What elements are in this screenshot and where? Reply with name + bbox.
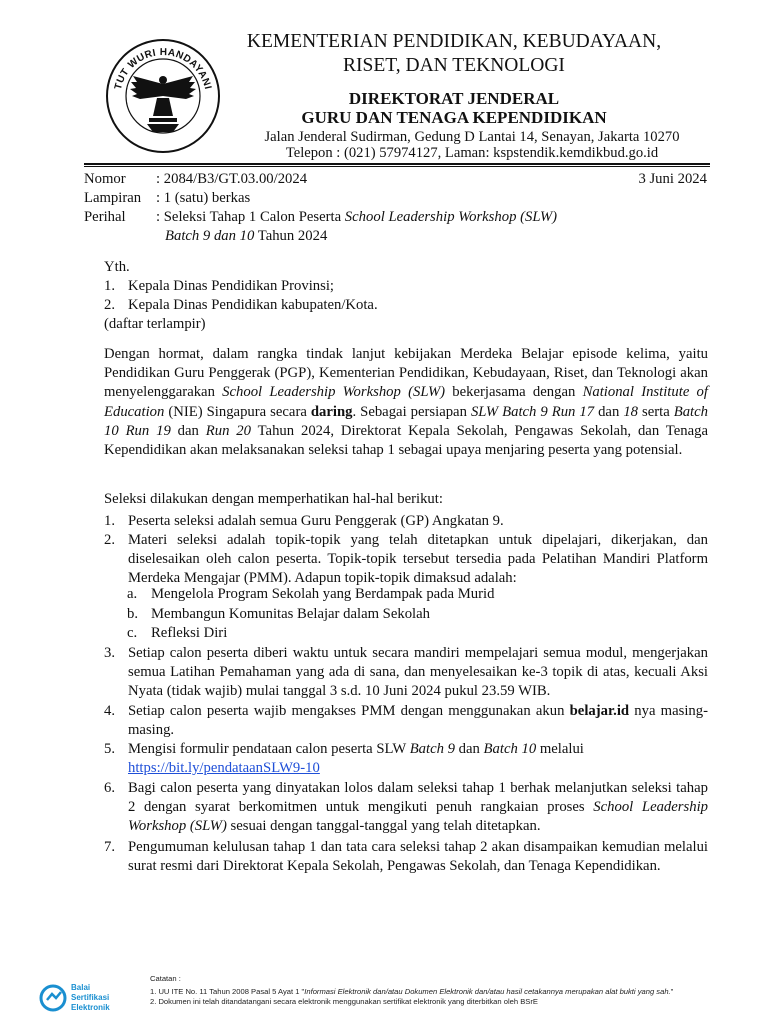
list-item-7: 7. Pengumuman kelulusan tahap 1 dan tata cara seleksi tahap 2 akan disampaikan kemudian melalui surat resmi dari Direktorat Kepala Sekolah, Pengawas Sekolah, dan Tenaga Kependidikan. bbox=[104, 839, 708, 875]
bsre-logo bbox=[38, 980, 134, 1016]
svg-text:Sertifikasi: Sertifikasi bbox=[71, 993, 110, 1002]
svg-text:Balai: Balai bbox=[71, 983, 91, 992]
svg-text:Elektronik: Elektronik bbox=[71, 1003, 110, 1012]
nomor-label: Nomor bbox=[84, 171, 126, 187]
footer-note-1: 1. UU ITE No. 11 Tahun 2008 Pasal 5 Ayat 1 "Informasi Elektronik dan/atau Dokumen Elektronik dan/atau hasil cetakannya merupakan alat bukti yang sah." bbox=[150, 987, 674, 996]
sub-item-a: a. Mengelola Program Sekolah yang Berdampak pada Murid bbox=[127, 586, 495, 602]
selection-lead: Seleksi dilakukan dengan memperhatikan hal-hal berikut: bbox=[104, 491, 443, 507]
perihal-year: Tahun 2024 bbox=[254, 228, 328, 244]
lampiran-label: Lampiran bbox=[84, 190, 142, 206]
list-item-4: 4. Setiap calon peserta wajib mengakses PMM dengan menggunakan akun belajar.id nya masing-masing. bbox=[104, 703, 708, 739]
perihal-batch: Batch 9 dan 10 bbox=[165, 228, 255, 244]
sub-item-c: c. Refleksi Diri bbox=[127, 625, 228, 641]
address-line: Jalan Jenderal Sudirman, Gedung D Lantai 14, Senayan, Jakarta 10270 bbox=[264, 129, 680, 145]
directorate-line-2: GURU DAN TENAGA KEPENDIDIKAN bbox=[301, 108, 607, 127]
footer-note-2: 2. Dokumen ini telah ditandatangani secara elektronik menggunakan sertifikat elektronik yang diterbitkan oleh BSrE bbox=[150, 997, 538, 1006]
list-item-3: 3. Setiap calon peserta diberi waktu untuk secara mandiri mempelajari semua modul, mengerjakan semua Latihan Pemahaman yang ada di sana, dan menyelesaikan ke-3 topik di atas, kecuali Aksi Nyata (tidak wajib) mulai tanggal 3 s.d. 10 Juni 2024 pukul 23.59 WIB. bbox=[104, 645, 708, 700]
header-rule-thin bbox=[84, 166, 710, 167]
perihal-italic: School Leadership Workshop (SLW) bbox=[344, 209, 558, 225]
pendataan-form-link[interactable]: https://bit.ly/pendataanSLW9-10 bbox=[128, 760, 320, 777]
nomor-row bbox=[84, 170, 307, 189]
recipient-note: (daftar terlampir) bbox=[104, 316, 206, 332]
catatan-label: Catatan : bbox=[150, 974, 181, 983]
list-item-1: 1. Peserta seleksi adalah semua Guru Penggerak (GP) Angkatan 9. bbox=[104, 513, 504, 529]
sub-item-b: b. Membangun Komunitas Belajar dalam Sekolah bbox=[127, 606, 430, 622]
ministry-name-line-1: KEMENTERIAN PENDIDIKAN, KEBUDAYAAN, bbox=[246, 31, 662, 52]
ministry-name-line-2: RISET, DAN TEKNOLOGI bbox=[343, 55, 565, 76]
list-item-5: 5. Mengisi formulir pendataan calon peserta SLW Batch 9 dan Batch 10 melalui https://bit.ly/pendataanSLW9-10 bbox=[104, 741, 584, 777]
perihal-row bbox=[84, 208, 557, 227]
header-rule-thick bbox=[84, 163, 710, 165]
contact-line: Telepon : (021) 57974127, Laman: kspstendik.kemdikbud.go.id bbox=[285, 145, 659, 161]
nomor-value: : 2084/B3/GT.03.00/2024 bbox=[156, 171, 308, 187]
list-item-6: 6. Bagi calon peserta yang dinyatakan lolos dalam seleksi tahap 1 berhak melanjutkan seleksi tahap 2 dengan syarat berkomitmen untuk mengikuti penuh rangkaian proses School Leadership Workshop (SLW) sesuai dengan tanggal-tanggal yang telah ditetapkan. bbox=[104, 780, 708, 835]
lampiran-value: : 1 (satu) berkas bbox=[156, 190, 251, 206]
perihal-row-2 bbox=[165, 227, 327, 246]
recipient-item: 2. Kepala Dinas Pendidikan kabupaten/Kota. bbox=[104, 297, 378, 313]
footer-notes bbox=[150, 974, 673, 1007]
letter-date: 3 Juni 2024 bbox=[638, 171, 707, 187]
perihal-value: : Seleksi Tahap 1 Calon Peserta bbox=[156, 209, 345, 225]
intro-paragraph: Dengan hormat, dalam rangka tindak lanjut kebijakan Merdeka Belajar episode kelima, yaitu Pendidikan Guru Penggerak (PGP), Kementerian Pendidikan, Kebudayaan, Riset, dan Teknologi akan menyelenggarakan School Leadership Workshop (SLW) bekerjasama dengan National Institute of Education (NIE) Singapura secara daring. Sebagai persiapan SLW Batch 9 Run 17 dan 18 serta Batch 10 Run 19 dan Run 20 Tahun 2024, Direktorat Kepala Sekolah, Pengawas Sekolah, dan Tenaga Kependidikan akan melaksanakan seleksi tahap 1 sebagai upaya menjaring peserta yang potensial. bbox=[104, 346, 708, 459]
svg-text:TUT WURI HANDAYANI: TUT WURI HANDAYANI bbox=[112, 46, 214, 91]
greeting: Yth. bbox=[104, 259, 130, 275]
perihal-label: Perihal bbox=[84, 209, 126, 225]
lampiran-row bbox=[84, 189, 250, 208]
directorate-line-1: DIREKTORAT JENDERAL bbox=[348, 89, 560, 108]
list-item-2: 2. Materi seleksi adalah topik-topik yang telah ditetapkan untuk dipelajari, dikerjakan, dan diselesaikan oleh calon peserta. Topik-topik tersebut tersedia pada Pelatihan Mandiri Platform Merdeka Mengajar (PMM). Adapun topik-topik dimaksud adalah: bbox=[104, 532, 708, 587]
recipient-item: 1. Kepala Dinas Pendidikan Provinsi; bbox=[104, 278, 335, 294]
